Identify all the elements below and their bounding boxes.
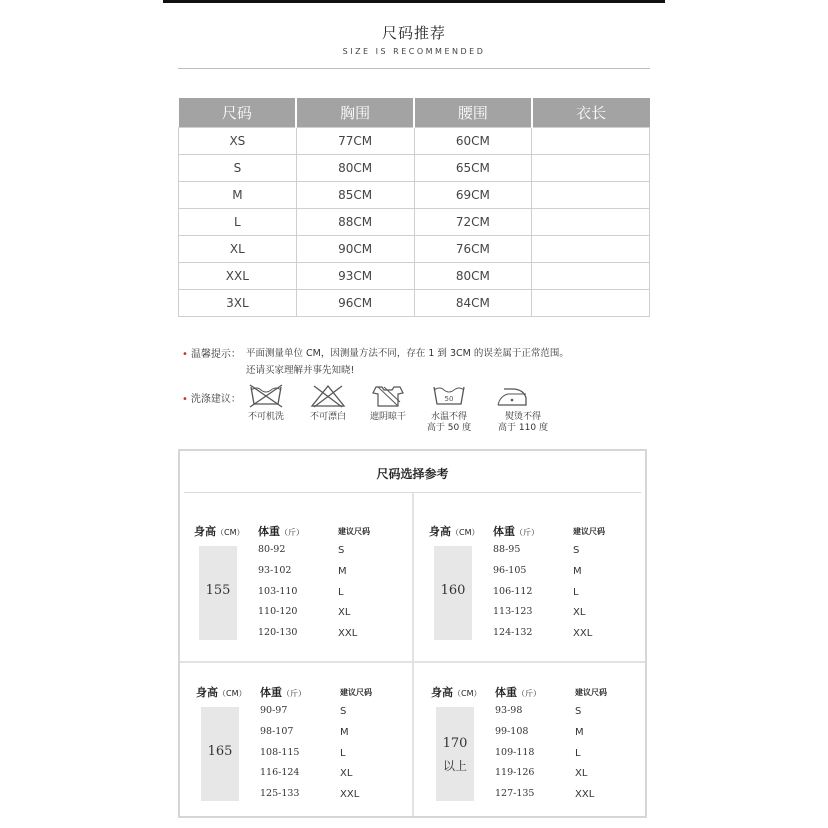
recommended-size: XXL — [573, 628, 593, 640]
recommended-size-header: 建议尺码 — [338, 527, 370, 536]
size-cell: XS — [179, 128, 297, 155]
height-value: 160 — [440, 583, 466, 598]
bust-cell: 77CM — [296, 128, 414, 155]
length-cell — [532, 155, 650, 182]
waist-cell: 80CM — [414, 263, 532, 290]
weight-range: 120-130 — [258, 627, 298, 639]
height-label: 身高 — [196, 686, 218, 699]
size-cell: M — [179, 182, 297, 209]
weight-header — [493, 523, 539, 539]
weight-range: 127-135 — [495, 788, 535, 800]
wash-item-label: 遮阴晾干 — [369, 412, 406, 422]
recommended-size: S — [340, 706, 347, 717]
height-value-suffix: 以上 — [442, 759, 467, 773]
table-row — [179, 290, 650, 317]
weight-label: 体重 — [260, 686, 282, 699]
weight-range: 124-132 — [493, 627, 533, 639]
recommended-size: XXL — [338, 628, 358, 640]
bullet-icon: • — [182, 349, 188, 360]
height-header — [429, 523, 480, 539]
height-unit: （CM） — [216, 528, 245, 537]
length-cell — [532, 128, 650, 155]
table-row — [179, 209, 650, 236]
length-cell — [532, 263, 650, 290]
recommended-size: M — [573, 565, 582, 577]
tip-text-line1: 平面测量单位 CM，因测量方法不同，存在 1 到 3CM 的误差属于正常范围。 — [246, 348, 569, 359]
weight-unit: （斤） — [280, 528, 304, 537]
length-cell — [532, 182, 650, 209]
weight-range: 88-95 — [493, 544, 521, 555]
weight-range: 93-102 — [258, 564, 292, 576]
length-cell — [532, 290, 650, 317]
height-label: 身高 — [431, 686, 453, 699]
size-cell: S — [179, 155, 297, 182]
size-table — [178, 98, 650, 317]
height-unit: （CM） — [218, 689, 247, 698]
column-header-length: 衣长 — [532, 98, 650, 128]
weight-header — [258, 523, 304, 539]
waist-cell: 72CM — [414, 209, 532, 236]
bullet-icon: • — [182, 394, 188, 405]
guide-vertical-divider — [412, 493, 414, 816]
size-guide-title: 尺码选择参考 — [376, 467, 449, 481]
height-label: 身高 — [429, 525, 451, 538]
column-header-size: 尺码 — [179, 98, 297, 128]
weight-range: 93-98 — [495, 705, 523, 716]
recommended-size: M — [338, 565, 347, 577]
height-unit: （CM） — [451, 528, 480, 537]
size-cell: XL — [179, 236, 297, 263]
recommended-size-header: 建议尺码 — [573, 527, 605, 536]
recommended-size: L — [340, 747, 346, 759]
recommended-size: L — [573, 586, 579, 598]
no-machine-wash-icon — [248, 384, 284, 408]
recommended-size: XL — [575, 768, 588, 780]
height-label: 身高 — [194, 525, 216, 538]
recommended-size: L — [338, 586, 344, 598]
svg-text:50: 50 — [444, 395, 454, 403]
weight-unit: （斤） — [282, 689, 306, 698]
weight-range: 90-97 — [260, 705, 288, 716]
tip-row — [182, 345, 241, 360]
waist-cell: 65CM — [414, 155, 532, 182]
top-border — [163, 0, 665, 3]
bust-cell: 90CM — [296, 236, 414, 263]
recommended-size: XL — [340, 768, 353, 780]
size-cell: XXL — [179, 263, 297, 290]
weight-range: 125-133 — [260, 788, 300, 800]
recommended-size: S — [575, 706, 582, 717]
height-unit: （CM） — [453, 689, 482, 698]
height-header — [194, 523, 245, 539]
waist-cell: 60CM — [414, 128, 532, 155]
waist-cell: 69CM — [414, 182, 532, 209]
recommended-size: M — [575, 726, 584, 738]
bust-cell: 88CM — [296, 209, 414, 236]
length-cell — [532, 236, 650, 263]
weight-unit: （斤） — [517, 689, 541, 698]
weight-range: 110-120 — [258, 606, 298, 618]
recommended-size: XL — [338, 607, 351, 619]
page-title: 尺码推荐 — [381, 24, 446, 42]
table-row — [179, 263, 650, 290]
recommended-size: S — [573, 545, 580, 556]
wash-50-icon — [431, 384, 467, 408]
weight-label: 体重 — [495, 686, 517, 699]
wash-item-label-line2: 高于 110 度 — [498, 423, 548, 433]
recommended-size: XXL — [575, 789, 595, 801]
wash-item-label: 熨烫不得 — [504, 412, 541, 422]
weight-range: 80-92 — [258, 544, 286, 555]
height-header — [196, 684, 247, 700]
table-row — [179, 155, 650, 182]
column-header-waist: 腰围 — [414, 98, 532, 128]
guide-horizontal-divider — [180, 661, 645, 663]
size-table-header — [179, 98, 650, 128]
bust-cell: 85CM — [296, 182, 414, 209]
page-subtitle: SIZE IS RECOMMENDED — [342, 47, 486, 56]
wash-item-label-line2: 高于 50 度 — [426, 423, 472, 433]
bust-cell: 96CM — [296, 290, 414, 317]
weight-range: 106-112 — [493, 585, 533, 597]
table-row — [179, 128, 650, 155]
height-value: 165 — [207, 744, 233, 759]
height-header — [431, 684, 482, 700]
wash-row — [182, 390, 241, 405]
weight-label: 体重 — [258, 525, 280, 538]
weight-range: 99-108 — [495, 725, 529, 737]
waist-cell: 76CM — [414, 236, 532, 263]
recommended-size: L — [575, 747, 581, 759]
weight-range: 108-115 — [260, 746, 300, 758]
weight-range: 103-110 — [258, 585, 298, 597]
height-value: 170 — [442, 736, 468, 751]
recommended-size-header: 建议尺码 — [340, 688, 372, 697]
wash-item-label: 不可机洗 — [247, 412, 284, 422]
height-box — [436, 707, 474, 801]
weight-header — [260, 684, 306, 700]
size-cell: 3XL — [179, 290, 297, 317]
weight-range: 116-124 — [260, 767, 300, 779]
table-row — [179, 236, 650, 263]
recommended-size: M — [340, 726, 349, 738]
no-bleach-icon — [310, 384, 346, 408]
wash-label: 洗涤建议： — [190, 394, 241, 405]
weight-header — [495, 684, 541, 700]
length-cell — [532, 209, 650, 236]
title-divider — [178, 68, 650, 69]
weight-range: 119-126 — [495, 767, 535, 779]
recommended-size-header: 建议尺码 — [575, 688, 607, 697]
weight-range: 113-123 — [493, 606, 533, 618]
weight-range: 109-118 — [495, 746, 535, 758]
size-cell: L — [179, 209, 297, 236]
tip-label: 温馨提示： — [190, 349, 241, 360]
recommended-size: S — [338, 545, 345, 556]
iron-110-icon — [494, 384, 530, 408]
bust-cell: 93CM — [296, 263, 414, 290]
weight-unit: （斤） — [515, 528, 539, 537]
weight-range: 98-107 — [260, 725, 294, 737]
weight-label: 体重 — [493, 525, 515, 538]
bust-cell: 80CM — [296, 155, 414, 182]
wash-item-label: 不可漂白 — [309, 412, 346, 422]
recommended-size: XL — [573, 607, 586, 619]
height-value: 155 — [205, 583, 231, 598]
table-row — [179, 182, 650, 209]
wash-item-label: 水温不得 — [430, 412, 467, 422]
recommended-size: XXL — [340, 789, 360, 801]
waist-cell: 84CM — [414, 290, 532, 317]
column-header-bust: 胸围 — [296, 98, 414, 128]
tip-text-line2: 还请买家理解并事先知晓! — [246, 365, 355, 376]
shade-dry-icon — [370, 384, 406, 408]
weight-range: 96-105 — [493, 564, 527, 576]
